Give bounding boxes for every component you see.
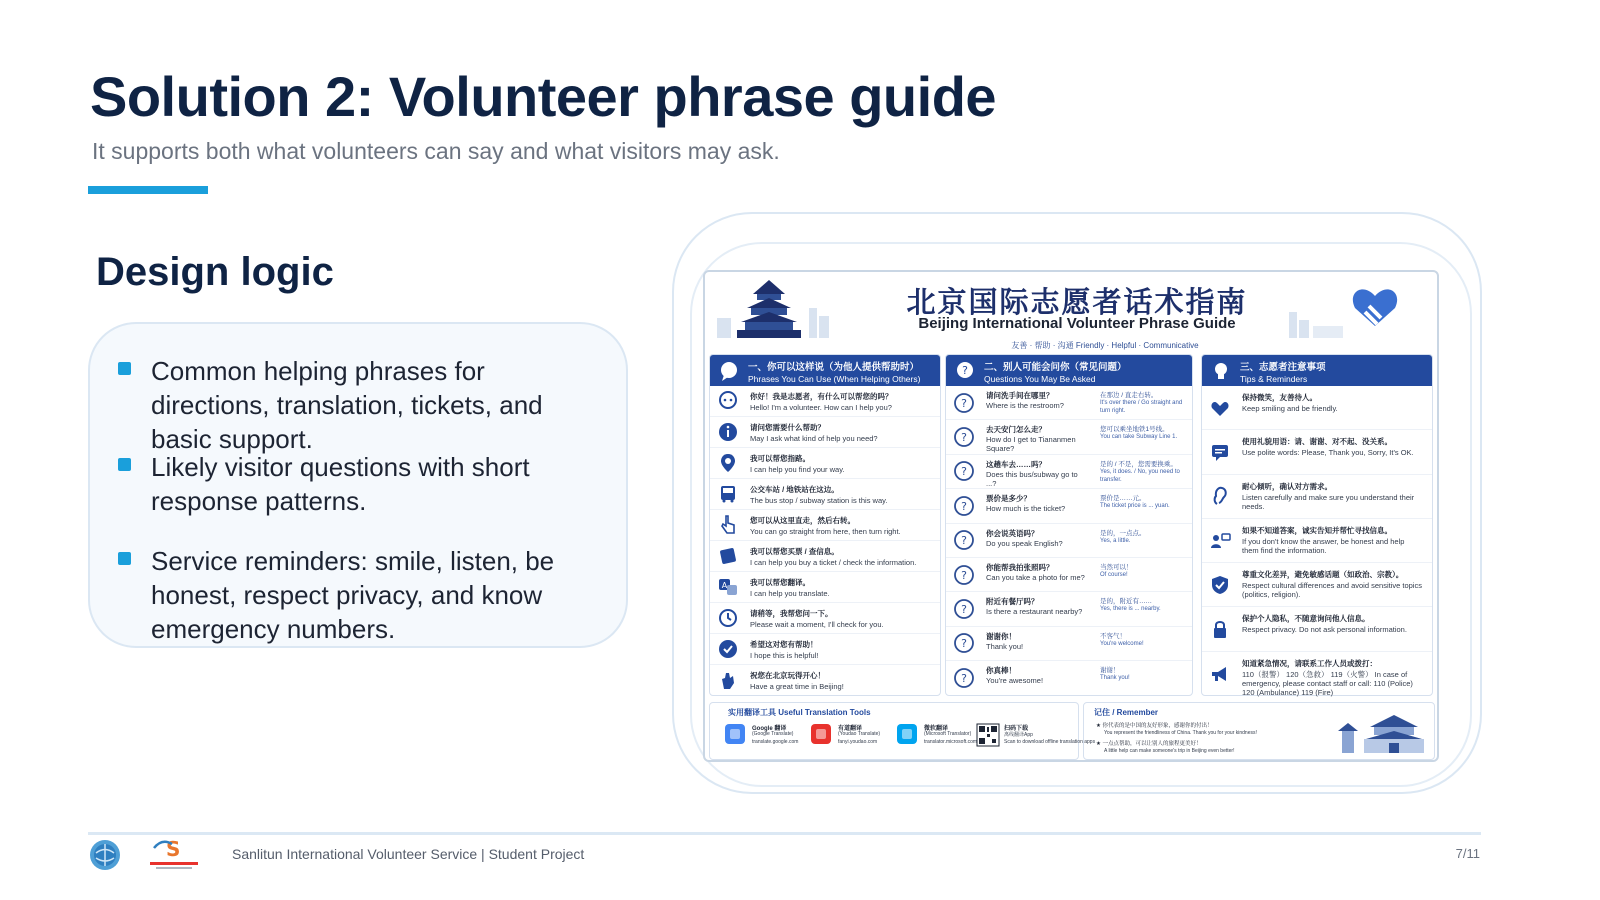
translation-tools-heading: 实用翻译工具 Useful Translation Tools	[728, 708, 871, 717]
bullet-item	[118, 544, 601, 646]
answer-cn: 不客气！	[1100, 632, 1126, 640]
slide-subtitle: It supports both what volunteers can say and what visitors may ask.	[92, 138, 780, 164]
bus-icon	[716, 482, 740, 506]
info-icon	[716, 420, 740, 444]
translate-app-icon	[896, 723, 918, 745]
answer-en: Of course!	[1100, 571, 1128, 578]
phrase-cn: 祝您在北京玩得开心！	[750, 671, 825, 680]
question-cn: 你能帮我拍张照吗？	[986, 562, 1054, 572]
column-header-en: Questions You May Be Asked	[984, 374, 1096, 384]
translate-app-icon	[724, 723, 746, 745]
phrase-en: Please wait a moment, I'll check for you.	[750, 620, 884, 629]
question-en: Thank you!	[986, 641, 1024, 651]
tip-cn: 保护个人隐私，不随意询问他人信息。	[1242, 614, 1370, 624]
question-en: How do I get to Tiananmen Square?	[986, 435, 1076, 454]
question-icon	[952, 563, 976, 587]
tip-en: Keep smiling and be friendly.	[1242, 404, 1338, 413]
svg-text:?: ?	[961, 396, 967, 410]
question-row	[946, 455, 1192, 489]
translation-tools-panel	[709, 702, 1096, 760]
answer-cn: 谢谢！	[1100, 667, 1120, 675]
map-pin-icon	[716, 451, 740, 475]
column-header-cn: 二、别人可能会问你（常见问题）	[984, 362, 1127, 373]
tool-url: translate.google.com	[752, 739, 799, 745]
bullet-text: Likely visitor questions with short response patterns.	[151, 452, 530, 516]
design-logic-card	[88, 322, 628, 648]
answer-cn: 是的，附近有……	[1100, 598, 1152, 606]
column-header	[946, 355, 1192, 386]
column-header-cn: 一、你可以这样说（为他人提供帮助时）	[748, 362, 920, 373]
bullet-item	[118, 354, 601, 456]
answer-cn: 您可以乘坐地铁1号线。	[1100, 426, 1169, 434]
question-icon	[952, 528, 976, 552]
column-tips-reminders	[1201, 354, 1433, 696]
slide-title: Solution 2: Volunteer phrase guide	[90, 65, 997, 128]
svg-text:?: ?	[961, 603, 967, 617]
phrase-cn: 请问您需要什么帮助？	[750, 423, 825, 432]
question-row	[946, 627, 1192, 661]
accent-bar	[88, 186, 208, 194]
phrase-row	[710, 510, 940, 541]
question-icon	[952, 391, 976, 415]
question-cn: 你真棒！	[986, 666, 1016, 676]
tip-row	[1202, 386, 1432, 430]
phrase-en: Have a great time in Beijing!	[750, 682, 844, 691]
tip-cn: 使用礼貌用语：请、谢谢、对不起、没关系。	[1242, 437, 1392, 447]
phrase-cn: 你好！我是志愿者，有什么可以帮您的吗？	[750, 392, 893, 401]
question-cn: 你会说英语吗？	[986, 528, 1039, 538]
check-circle-icon	[716, 637, 740, 661]
phrase-row	[710, 386, 940, 417]
svg-text:?: ?	[961, 534, 967, 548]
column-header	[710, 355, 940, 386]
svg-text:A: A	[721, 581, 728, 590]
tool-sub: (Google Translate)	[752, 731, 794, 737]
phrase-en: You can go straight from here, then turn right.	[750, 527, 901, 536]
tip-row	[1202, 563, 1432, 607]
answer-en: You can take Subway Line 1.	[1100, 434, 1178, 441]
question-en: Does this bus/subway go to ...?	[986, 469, 1078, 488]
translate-app-icon	[810, 723, 832, 745]
tool-sub: (Youdao Translate)	[838, 731, 881, 737]
tip-en: Use polite words: Please, Thank you, Sorry, It's OK.	[1242, 448, 1414, 458]
question-en: Do you speak English?	[986, 538, 1063, 548]
ticket-icon	[716, 544, 740, 568]
svg-text:?: ?	[961, 637, 967, 651]
question-icon	[952, 666, 976, 690]
question-row	[946, 524, 1192, 558]
poster-title-en: Beijing International Volunteer Phrase Guide	[918, 315, 1236, 332]
tip-row	[1202, 519, 1432, 563]
column-phrases-you-can-use	[709, 354, 941, 696]
phrase-en: I can help you translate.	[750, 589, 830, 598]
phrase-en: I can help you buy a ticket / check the information.	[750, 558, 917, 567]
question-cn: 这趟车去……吗？	[986, 459, 1046, 469]
tip-en: If you don't know the answer, be honest and help them find the information.	[1242, 536, 1405, 555]
svg-text:?: ?	[961, 568, 967, 582]
remember-en: You represent the friendliness of China. Thank you for your kindness!	[1104, 730, 1257, 736]
tool-url: fanyi.youdao.com	[838, 739, 878, 745]
question-en: Is there a restaurant nearby?	[986, 607, 1083, 617]
phrase-cn: 您可以从这里直走，然后右转。	[750, 516, 855, 525]
question-cn: 附近有餐厅吗？	[986, 597, 1039, 607]
phrase-en: The bus stop / subway station is this way.	[750, 496, 888, 505]
answer-cn: 票价是……元。	[1100, 495, 1146, 503]
translate-icon	[716, 575, 740, 599]
question-en: You're awesome!	[986, 676, 1044, 686]
phrase-row	[710, 541, 940, 572]
answer-cn: 在那边 / 直走右转。	[1100, 392, 1158, 399]
question-icon	[952, 459, 976, 483]
phrase-row	[710, 417, 940, 448]
tip-en: 110（报警） 120（急救） 119（火警） In case of emergency, please contact staff or call: 110 (Police) 120 (Ambulance) 119 (Fire)	[1242, 669, 1413, 697]
design-logic-heading: Design logic	[96, 250, 334, 294]
remember-heading: 记住 / Remember	[1094, 708, 1159, 717]
tool-sub: 离线翻译App	[1004, 732, 1033, 738]
answer-en: It's over there / Go straight and turn right.	[1100, 400, 1183, 414]
tool-name: 有道翻译	[838, 726, 863, 732]
answer-cn: 是的，一点点。	[1100, 529, 1146, 537]
phrase-cn: 我可以帮您指路。	[750, 454, 810, 463]
svg-text:?: ?	[962, 364, 968, 377]
svg-text:S: S	[166, 837, 181, 861]
speech-bubble-icon	[718, 360, 740, 382]
remember-en: A little help can make someone's trip in Beijing even better!	[1104, 748, 1235, 754]
poster-tagline: 友善 · 帮助 · 沟通 Friendly · Helpful · Communicative	[1011, 341, 1199, 350]
phrase-row	[710, 665, 940, 696]
temple-of-heaven-icon	[709, 278, 839, 340]
tool-name: 微软翻译	[924, 726, 949, 732]
remember-cn: 你代表的是中国的友好形象，感谢你的付出！	[1102, 723, 1213, 729]
phrase-row	[710, 448, 940, 479]
phrase-cn: 希望这对您有帮助！	[750, 640, 818, 649]
bullet-square-icon	[118, 552, 131, 565]
question-icon	[952, 631, 976, 655]
tool-name: 扫码下载	[1004, 726, 1029, 732]
shield-check-icon	[1208, 573, 1232, 597]
heart-hands-icon	[1208, 396, 1232, 420]
question-en: How much is the ticket?	[986, 504, 1066, 514]
question-cn: 谢谢你！	[986, 631, 1016, 641]
tool-name: Google 翻译	[752, 726, 787, 732]
svg-text:?: ?	[961, 672, 967, 686]
question-row	[946, 592, 1192, 626]
phrase-en: I hope this is helpful!	[750, 651, 819, 660]
question-cn: 去天安门怎么走？	[986, 425, 1046, 435]
answer-en: Thank you!	[1100, 675, 1130, 682]
svg-text:?: ?	[961, 465, 967, 479]
tip-row	[1202, 652, 1432, 696]
megaphone-icon	[1208, 662, 1232, 686]
question-row	[946, 661, 1192, 695]
bullet-text: Service reminders: smile, listen, be honest, respect privacy, and know emergency numbers.	[151, 546, 555, 644]
wave-hand-icon	[716, 669, 740, 693]
phrase-cn: 请稍等，我帮您问一下。	[750, 609, 833, 618]
question-row	[946, 420, 1192, 454]
question-row	[946, 558, 1192, 592]
remember-item: ★ 一点点帮助，可以让别人的旅程更美好！	[1096, 741, 1202, 747]
question-row	[946, 386, 1192, 420]
heart-hands-logo-icon	[1285, 278, 1415, 340]
chat-icon	[716, 389, 740, 413]
lock-icon	[1208, 617, 1232, 641]
phrase-en: I can help you find your way.	[750, 465, 845, 474]
bullet-text: Common helping phrases for directions, translation, tickets, and basic support.	[151, 356, 543, 454]
column-questions-you-may-be-asked	[945, 354, 1193, 696]
tool-sub: (Microsoft Translator)	[924, 731, 972, 737]
phrase-row	[710, 479, 940, 510]
phrase-cn: 我可以帮您翻译。	[750, 578, 810, 587]
tip-row	[1202, 430, 1432, 474]
sanlitun-logo-icon	[146, 836, 202, 874]
svg-text:?: ?	[961, 431, 967, 445]
bullet-square-icon	[118, 362, 131, 375]
poster-title-cn: 北京国际志愿者话术指南	[906, 287, 1248, 319]
answer-en: Yes, there is ... nearby.	[1100, 606, 1161, 613]
remember-panel	[1083, 702, 1435, 760]
answer-cn: 当然可以！	[1100, 563, 1133, 571]
answer-en: You're welcome!	[1100, 640, 1144, 647]
ear-icon	[1208, 484, 1232, 508]
tip-cn: 尊重文化差异，避免敏感话题（如政治、宗教）。	[1242, 570, 1404, 580]
column-header-cn: 三、志愿者注意事项	[1240, 362, 1326, 373]
tool-url: translator.microsoft.com	[924, 739, 978, 745]
column-header-en: Phrases You Can Use (When Helping Others)	[748, 374, 921, 384]
tip-en: Respect cultural differences and avoid sensitive topics (politics, religion).	[1242, 581, 1422, 600]
question-en: Can you take a photo for me?	[986, 572, 1085, 582]
tip-cn: 如果不知道答案，诚实告知并帮忙寻找信息。	[1242, 525, 1392, 535]
phrase-guide-poster	[703, 270, 1439, 762]
remember-item: ★ 你代表的是中国的友好形象，感谢你的付出！	[1096, 723, 1213, 729]
phrase-en: Hello! I'm a volunteer. How can I help you?	[750, 403, 892, 412]
phrase-row	[710, 603, 940, 634]
bullet-square-icon	[118, 458, 131, 471]
clock-icon	[716, 606, 740, 630]
remember-cn: 一点点帮助，可以让别人的旅程更美好！	[1102, 741, 1202, 747]
phrase-en: May I ask what kind of help you need?	[750, 434, 878, 443]
footer-divider	[88, 832, 1481, 835]
answer-en: Yes, a little.	[1100, 537, 1131, 544]
qr-code-icon	[976, 723, 1000, 747]
phrase-cn: 我可以帮您买票 / 查信息。	[750, 547, 839, 556]
tip-en: Listen carefully and make sure you understand their needs.	[1242, 492, 1415, 511]
answer-en: The ticket price is ... yuan.	[1100, 503, 1170, 510]
question-bubble-icon	[954, 360, 976, 382]
question-en: Where is the restroom?	[986, 401, 1064, 410]
question-cn: 请问洗手间在哪里？	[986, 391, 1054, 400]
lightbulb-icon	[1210, 360, 1232, 382]
bullet-item	[118, 450, 601, 518]
footer-text: Sanlitun International Volunteer Service | Student Project	[232, 846, 585, 862]
phrase-row	[710, 634, 940, 665]
gate-tower-icon	[1334, 709, 1430, 757]
pointer-hand-icon	[716, 513, 740, 537]
tool-url: Scan to download offline translation apps	[1004, 739, 1096, 745]
answer-en: Yes, it does. / No, you need to transfer.	[1100, 468, 1180, 483]
column-header	[1202, 355, 1432, 386]
question-icon	[952, 597, 976, 621]
question-cn: 票价是多少？	[986, 494, 1031, 504]
svg-text:?: ?	[961, 499, 967, 513]
question-icon	[952, 425, 976, 449]
poster-header	[705, 272, 1437, 352]
globe-logo-icon	[88, 838, 122, 872]
column-header-en: Tips & Reminders	[1240, 374, 1308, 384]
tip-en: Respect privacy. Do not ask personal information.	[1242, 625, 1407, 635]
question-icon	[952, 494, 976, 518]
tip-row	[1202, 475, 1432, 519]
question-row	[946, 489, 1192, 523]
page-number: 7/11	[1455, 846, 1480, 861]
phrase-row	[710, 572, 940, 603]
tip-cn: 保持微笑，友善待人。	[1242, 393, 1317, 402]
phrase-cn: 公交车站 / 地铁站在这边。	[750, 485, 839, 494]
tip-row	[1202, 607, 1432, 651]
tip-cn: 知道紧急情况，请联系工作人员或拨打：	[1242, 658, 1377, 668]
people-icon	[1208, 529, 1232, 553]
tip-cn: 耐心倾听，确认对方需求。	[1242, 481, 1332, 491]
message-icon	[1208, 440, 1232, 464]
answer-cn: 是的 / 不是，您需要换乘。	[1100, 460, 1177, 468]
